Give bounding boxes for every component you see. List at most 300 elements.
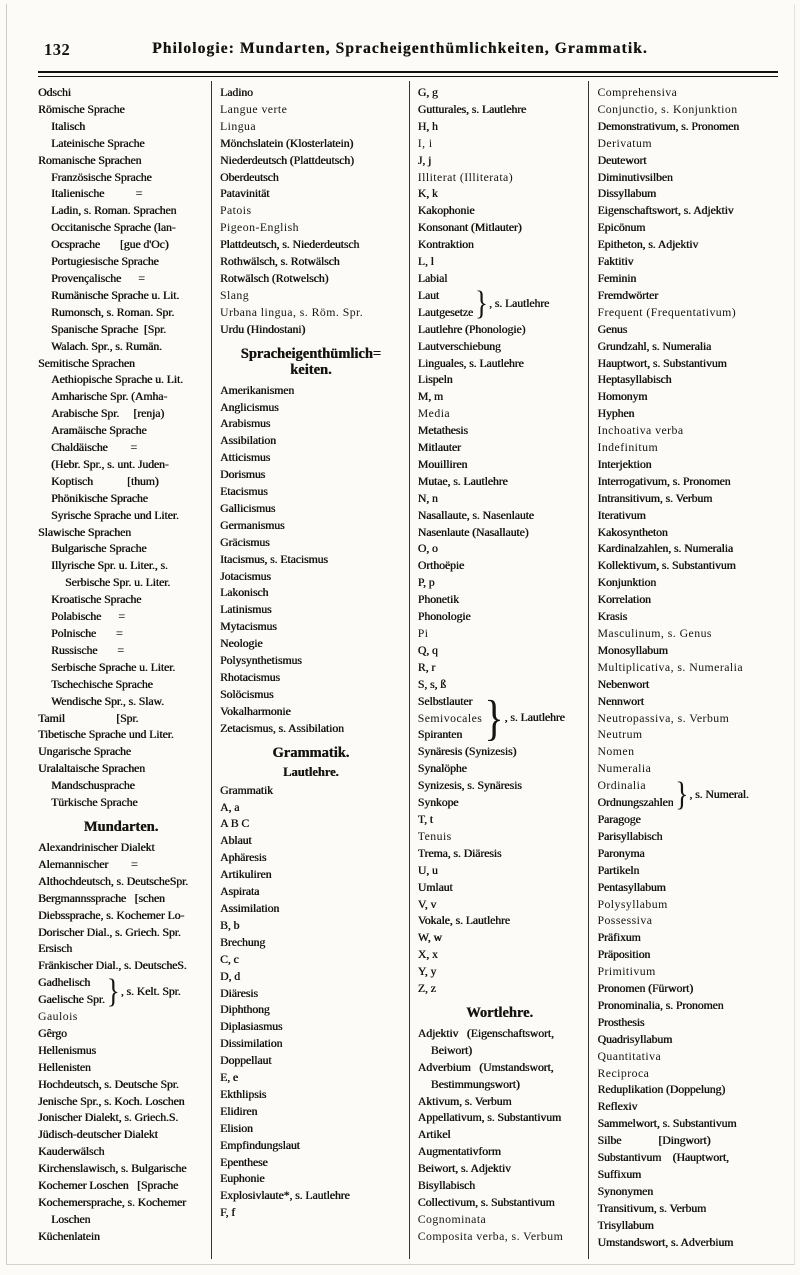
index-entry: Partikeln bbox=[597, 862, 640, 877]
index-entry: Amharische Spr. (Amha- bbox=[51, 389, 168, 404]
index-entry: Elidiren bbox=[219, 1103, 258, 1118]
index-entry: Aktivum, s. Verbum bbox=[417, 1093, 512, 1108]
index-entry: Dorischer Dial., s. Griech. Spr. bbox=[38, 924, 181, 939]
index-entry: Beiwort, s. Adjektiv bbox=[417, 1161, 511, 1176]
index-entry: Mytacismus bbox=[219, 619, 277, 634]
index-entry: Kirchenslawisch, s. Bulgarische bbox=[38, 1161, 187, 1176]
index-entry: Parisyllabisch bbox=[597, 828, 663, 843]
brace-icon: } bbox=[484, 689, 504, 747]
index-entry: Ladino bbox=[219, 85, 253, 99]
header-rule bbox=[38, 71, 778, 77]
index-entry: Synonymen bbox=[597, 1183, 653, 1198]
brace-group bbox=[597, 774, 779, 813]
index-entry: Pi bbox=[417, 626, 429, 640]
index-entry: Uralaltaische Sprachen bbox=[38, 761, 145, 776]
brace-entries bbox=[597, 777, 673, 811]
index-entry: Y, y bbox=[417, 964, 437, 979]
index-entry: Vokalharmonie bbox=[219, 703, 291, 718]
index-entry: Nasallaute, s. Nasenlaute bbox=[417, 507, 534, 522]
index-entry: D, d bbox=[219, 968, 240, 983]
index-entry: Diäresis bbox=[219, 985, 258, 1000]
index-entry: Lautlehre (Phonologie) bbox=[417, 321, 526, 336]
index-entry: Masculinum, s. Genus bbox=[597, 626, 712, 640]
index-entry: P, p bbox=[417, 575, 435, 590]
index-entry: Jüdisch-deutscher Dialekt bbox=[38, 1127, 158, 1142]
index-entry: Polabische = bbox=[51, 609, 125, 624]
index-entry: Interjektion bbox=[597, 456, 652, 471]
brace-entries bbox=[418, 693, 483, 744]
index-entry: Aphäresis bbox=[219, 850, 267, 865]
index-entry: Epicönum bbox=[597, 220, 646, 235]
index-entry: Explosivlaute*, s. Lautlehre bbox=[219, 1188, 350, 1203]
index-entry: Polysynthetismus bbox=[219, 653, 302, 668]
index-entry: Dissimilation bbox=[219, 1036, 283, 1051]
column-1 bbox=[30, 81, 212, 1259]
brace-icon: } bbox=[106, 971, 120, 1010]
index-entry: Konsonant (Mitlauter) bbox=[417, 220, 522, 235]
index-entry: Phonologie bbox=[417, 609, 471, 624]
index-entry: Iterativum bbox=[597, 507, 646, 522]
section-heading-line: keiten. bbox=[290, 361, 332, 378]
index-entry: Media bbox=[417, 406, 451, 421]
brace-group bbox=[38, 971, 208, 1010]
index-entry: Gräcismus bbox=[219, 534, 270, 549]
index-entry: Ordinalia bbox=[597, 778, 647, 793]
index-entry: Spanische Sprache [Spr. bbox=[51, 321, 166, 336]
index-entry: Fremdwörter bbox=[597, 287, 658, 302]
index-entry: Lateinische Sprache bbox=[51, 135, 145, 150]
index-entry: Frequent (Frequentativum) bbox=[597, 304, 737, 319]
index-entry: Serbische Sprache u. Liter. bbox=[51, 659, 176, 674]
index-entry: Alexandrinischer Dialekt bbox=[38, 839, 155, 854]
index-entry: Heptasyllabisch bbox=[597, 372, 672, 387]
index-entry: Pentasyllabum bbox=[597, 879, 666, 894]
index-entry: L, l bbox=[417, 254, 434, 269]
index-entry: Interrogativum, s. Pronomen bbox=[597, 473, 731, 488]
index-entry: Tenuis bbox=[417, 828, 452, 843]
index-entry: Intransitivum, s. Verbum bbox=[597, 490, 713, 505]
index-entry: Russische = bbox=[51, 642, 124, 657]
index-entry: Deutewort bbox=[597, 152, 647, 167]
index-entry: Präposition bbox=[597, 947, 651, 962]
index-entry: Homonym bbox=[597, 389, 648, 404]
index-entry: Grundzahl, s. Numeralia bbox=[597, 338, 712, 353]
index-entry: U, u bbox=[417, 862, 438, 877]
index-entry: Slang bbox=[219, 287, 250, 302]
index-entry: Numeralia bbox=[597, 761, 652, 776]
index-entry: Chaldäische = bbox=[51, 440, 137, 455]
section-heading-line: Wortlehre. bbox=[466, 1004, 534, 1021]
index-entry: Kardinalzahlen, s. Numeralia bbox=[597, 541, 733, 556]
index-entry: Adverbium (Umstandswort, bbox=[417, 1059, 554, 1074]
index-entry: Urbana lingua, s. Röm. Spr. bbox=[219, 304, 364, 319]
index-entry: Etacismus bbox=[219, 484, 268, 499]
index-entry: Kochemer Loschen [Sprache bbox=[38, 1178, 179, 1193]
index-entry: G, g bbox=[417, 85, 438, 99]
index-entry: Römische Sprache bbox=[38, 101, 125, 116]
index-entry: Trisyllabum bbox=[597, 1217, 654, 1232]
brace-see-reference: , s. Kelt. Spr. bbox=[120, 983, 181, 998]
index-entry: Koptisch [thum) bbox=[51, 473, 159, 488]
index-entry: Nasenlaute (Nasallaute) bbox=[417, 524, 529, 539]
index-entry: Syrische Sprache und Liter. bbox=[51, 507, 179, 522]
index-entry: Reduplikation (Doppelung) bbox=[597, 1082, 726, 1097]
index-entry: Diminutivsilben bbox=[597, 169, 673, 184]
index-entry: Gallicismus bbox=[219, 500, 276, 515]
section-heading bbox=[220, 765, 402, 779]
index-entry: Illyrische Spr. u. Liter., s. bbox=[51, 558, 168, 573]
index-entry: Euphonie bbox=[219, 1171, 265, 1186]
index-entry: Türkische Sprache bbox=[51, 795, 138, 810]
brace-see-reference: , s. Lautlehre bbox=[504, 710, 565, 725]
index-entry: Diphthong bbox=[219, 1002, 270, 1017]
index-entry: Bergmannssprache [schen bbox=[38, 890, 165, 905]
index-entry: Assibilation bbox=[219, 433, 276, 448]
index-entry: Prosthesis bbox=[597, 1014, 645, 1029]
index-entry: Korrelation bbox=[597, 592, 651, 607]
index-entry: S, s, ß bbox=[417, 676, 446, 691]
index-entry: R, r bbox=[417, 659, 436, 674]
index-entry: Tibetische Sprache und Liter. bbox=[38, 727, 174, 742]
brace-icon: } bbox=[675, 774, 689, 813]
index-entry: Bestimmungswort) bbox=[430, 1076, 520, 1091]
index-entry: Mitlauter bbox=[417, 440, 461, 455]
index-entry: Synizesis, s. Synäresis bbox=[417, 778, 522, 793]
index-entry: Ordnungszahlen bbox=[597, 795, 674, 810]
index-entry: F, f bbox=[219, 1205, 236, 1220]
index-entry: Substantivum (Hauptwort, bbox=[597, 1150, 729, 1165]
brace-entries bbox=[38, 974, 105, 1008]
index-entry: V, v bbox=[417, 896, 437, 911]
index-entry: Linguales, s. Lautlehre bbox=[417, 355, 524, 370]
index-entry: Odschi bbox=[38, 85, 71, 99]
index-entry: Paragoge bbox=[597, 811, 641, 826]
index-entry: Synalöphe bbox=[417, 761, 467, 776]
index-entry: Fränkischer Dial., s. DeutscheS. bbox=[38, 958, 187, 973]
index-entry: Polysyllabum bbox=[597, 896, 668, 911]
section-heading-line: Lautlehre. bbox=[283, 764, 339, 779]
index-entry: Konjunktion bbox=[597, 575, 656, 590]
index-entry: Mönchslatein (Klosterlatein) bbox=[219, 135, 354, 150]
index-entry: Selbstlauter bbox=[417, 693, 473, 708]
index-entry: Diplasiasmus bbox=[219, 1019, 283, 1034]
index-entry: Primitivum bbox=[597, 964, 656, 979]
index-entry: Ablaut bbox=[219, 833, 252, 848]
index-entry: Zetacismus, s. Assibilation bbox=[219, 720, 344, 735]
index-entry: Nennwort bbox=[597, 693, 644, 708]
index-entry: Arabismus bbox=[219, 416, 271, 431]
index-entry: Rotwälsch (Rotwelsch) bbox=[219, 270, 329, 285]
index-entry: Comprehensiva bbox=[597, 85, 678, 99]
section-heading-line: Grammatik. bbox=[272, 744, 350, 761]
index-entry: W, w bbox=[417, 930, 442, 945]
brace-group bbox=[417, 284, 586, 322]
index-entry: Empfindungslaut bbox=[219, 1137, 300, 1152]
index-entry: Adjektiv (Eigenschaftswort, bbox=[417, 1025, 554, 1040]
index-entry: Gaulois bbox=[38, 1009, 78, 1024]
index-entry: Rhotacismus bbox=[219, 670, 280, 684]
index-entry: Reflexiv bbox=[597, 1099, 638, 1114]
index-columns bbox=[30, 81, 782, 1259]
index-entry: Grammatik bbox=[219, 782, 273, 797]
index-entry: Z, z bbox=[417, 981, 436, 996]
index-entry: Itacismus, s. Etacismus bbox=[219, 551, 328, 566]
index-entry: Jotacismus bbox=[219, 568, 271, 583]
index-entry: Artikuliren bbox=[219, 867, 272, 882]
index-entry: N, n bbox=[417, 490, 438, 505]
index-entry: Kollektivum, s. Substantivum bbox=[597, 558, 736, 573]
index-entry: Oberdeutsch bbox=[219, 169, 279, 184]
index-entry: Plattdeutsch, s. Niederdeutsch bbox=[219, 237, 360, 252]
index-entry: Occitanische Sprache (lan- bbox=[51, 220, 176, 235]
index-entry: Lautgesetze bbox=[417, 304, 473, 319]
index-entry: C, c bbox=[219, 951, 239, 966]
index-entry: Latinismus bbox=[219, 602, 272, 617]
index-entry: Neologie bbox=[219, 636, 263, 651]
index-entry: Paronyma bbox=[597, 845, 645, 860]
index-entry: Hyphen bbox=[597, 406, 635, 421]
index-entry: Assimilation bbox=[219, 900, 280, 915]
column-4 bbox=[589, 81, 782, 1259]
index-entry: Rumänische Sprache u. Lit. bbox=[51, 287, 180, 302]
section-heading bbox=[220, 346, 402, 378]
index-entry: Gutturales, s. Lautlehre bbox=[417, 101, 527, 116]
page-number: 132 bbox=[44, 40, 71, 59]
index-entry: Hochdeutsch, s. Deutsche Spr. bbox=[38, 1076, 179, 1091]
index-entry: Inchoativa verba bbox=[597, 423, 684, 438]
column-3 bbox=[410, 81, 590, 1259]
index-entry: Faktitiv bbox=[597, 254, 634, 269]
index-entry: E, e bbox=[219, 1070, 238, 1085]
section-heading-line: Spracheigenthümlich= bbox=[240, 345, 382, 362]
index-entry: J, j bbox=[417, 152, 432, 167]
index-entry: Tschechische Sprache bbox=[51, 676, 153, 691]
index-entry: Doppellaut bbox=[219, 1053, 272, 1068]
index-entry: Romanische Sprachen bbox=[38, 152, 142, 167]
index-entry: Phönikische Sprache bbox=[51, 490, 148, 505]
index-entry: Kakosyntheton bbox=[597, 524, 668, 539]
index-entry: Sammelwort, s. Substantivum bbox=[597, 1116, 737, 1131]
index-entry: Pronomen (Fürwort) bbox=[597, 981, 693, 996]
index-entry: Jonischer Dialekt, s. Griech.S. bbox=[38, 1110, 179, 1125]
index-entry: Gaelische Spr. bbox=[38, 992, 105, 1007]
index-entry: Solöcismus bbox=[219, 686, 274, 701]
index-entry: Semitische Sprachen bbox=[38, 355, 135, 370]
index-entry: Aramäische Sprache bbox=[51, 423, 147, 438]
index-entry: Metathesis bbox=[417, 423, 468, 438]
index-entry: Urdu (Hindostani) bbox=[219, 321, 306, 336]
index-entry: Suffixum bbox=[597, 1167, 642, 1181]
index-entry: Ocsprache [gue d'Oc) bbox=[51, 237, 169, 252]
index-entry: Feminin bbox=[597, 270, 637, 285]
index-entry: Italienische = bbox=[51, 186, 143, 201]
index-entry: Lispeln bbox=[417, 372, 453, 387]
index-entry: Bulgarische Sprache bbox=[51, 541, 147, 556]
index-entry: Spiranten bbox=[417, 727, 463, 742]
index-entry: Mutae, s. Lautlehre bbox=[417, 473, 508, 488]
section-heading bbox=[418, 1005, 582, 1021]
index-entry: Demonstrativum, s. Pronomen bbox=[597, 118, 739, 133]
index-entry: Orthoëpie bbox=[417, 558, 465, 573]
index-entry: Synäresis (Synizesis) bbox=[417, 744, 517, 759]
index-entry: B, b bbox=[219, 917, 240, 932]
brace-group bbox=[417, 689, 586, 747]
index-entry: Italisch bbox=[51, 118, 85, 133]
index-entry: Laut bbox=[417, 287, 439, 302]
index-entry: Französische Sprache bbox=[51, 169, 152, 184]
index-entry: Ungarische Sprache bbox=[38, 744, 131, 759]
index-entry: Pigeon-English bbox=[219, 220, 300, 235]
index-entry: Krasis bbox=[597, 609, 627, 624]
index-entry: Artikel bbox=[417, 1127, 451, 1142]
index-entry: Tamil [Spr. bbox=[38, 710, 139, 725]
index-entry: Provençalische = bbox=[51, 270, 145, 285]
index-entry: Neutrum bbox=[597, 727, 643, 742]
index-entry: Monosyllabum bbox=[597, 642, 668, 657]
index-entry: Beiwort) bbox=[430, 1042, 472, 1057]
index-entry: Gadhelisch bbox=[38, 975, 91, 990]
index-entry: Kroatische Sprache bbox=[51, 592, 142, 607]
index-entry: Neutropassiva, s. Verbum bbox=[597, 710, 730, 725]
index-entry: Silbe [Dingwort) bbox=[597, 1133, 711, 1148]
index-entry: Reciproca bbox=[597, 1065, 650, 1080]
index-entry: Ekthlipsis bbox=[219, 1086, 267, 1101]
index-entry: Quadrisyllabum bbox=[597, 1031, 673, 1046]
index-entry: Genus bbox=[597, 321, 628, 336]
index-entry: X, x bbox=[417, 947, 438, 962]
index-entry: Epenthese bbox=[219, 1154, 268, 1169]
brace-see-reference: , s. Lautlehre bbox=[488, 296, 550, 311]
index-entry: Indefinitum bbox=[597, 440, 659, 455]
index-entry: H, h bbox=[417, 118, 438, 133]
section-heading-line: Mundarten. bbox=[83, 818, 159, 835]
brace-icon: } bbox=[474, 284, 488, 322]
index-entry: Gêrgo bbox=[38, 1025, 67, 1040]
index-entry: O, o bbox=[417, 541, 438, 556]
index-entry: T, t bbox=[417, 811, 433, 826]
index-entry: Aethiopische Sprache u. Lit. bbox=[51, 372, 183, 387]
index-entry: Kontraktion bbox=[417, 237, 474, 252]
index-entry: Quantitativa bbox=[597, 1048, 662, 1063]
index-entry: Germanismus bbox=[219, 517, 285, 532]
index-entry: Diebssprache, s. Kochemer Lo- bbox=[38, 907, 185, 922]
index-entry: Wendische Spr., s. Slaw. bbox=[51, 693, 164, 708]
index-entry: Derivatum bbox=[597, 135, 652, 150]
section-heading bbox=[38, 819, 204, 835]
index-entry: Lakonisch bbox=[219, 585, 269, 600]
index-entry: K, k bbox=[417, 186, 438, 201]
index-entry: Conjunctio, s. Konjunktion bbox=[597, 101, 738, 116]
index-entry: Althochdeutsch, s. DeutscheSpr. bbox=[38, 873, 188, 888]
index-entry: (Hebr. Spr., s. unt. Juden- bbox=[51, 456, 169, 471]
index-entry: Epitheton, s. Adjektiv bbox=[597, 237, 699, 252]
index-entry: Lautverschiebung bbox=[417, 338, 501, 353]
brace-see-reference: , s. Numeral. bbox=[689, 786, 749, 801]
index-entry: Cognominata bbox=[417, 1211, 487, 1226]
index-entry: Labial bbox=[417, 270, 448, 285]
index-entry: Trema, s. Diäresis bbox=[417, 845, 502, 860]
index-entry: Jenische Spr., s. Koch. Loschen bbox=[38, 1093, 185, 1108]
index-entry: Ladin, s. Roman. Sprachen bbox=[51, 203, 177, 218]
index-entry: Polnische = bbox=[51, 626, 123, 640]
index-entry: Patois bbox=[219, 203, 252, 218]
index-entry: Transitivum, s. Verbum bbox=[597, 1200, 707, 1215]
index-entry: Amerikanismen bbox=[219, 382, 295, 397]
index-entry: M, m bbox=[417, 389, 443, 404]
index-entry: Illiterat (Illiterata) bbox=[417, 169, 514, 184]
index-entry: I, i bbox=[417, 135, 433, 150]
index-entry: Walach. Spr., s. Rumän. bbox=[51, 338, 162, 353]
index-entry: Kochemersprache, s. Kochemer bbox=[38, 1195, 186, 1209]
index-entry: Slawische Sprachen bbox=[38, 524, 131, 539]
index-entry: Kauderwälsch bbox=[38, 1144, 105, 1159]
index-entry: Dorismus bbox=[219, 467, 266, 482]
index-entry: Küchenlatein bbox=[38, 1228, 100, 1243]
index-entry: Synkope bbox=[417, 795, 459, 810]
index-entry: Vokale, s. Lautlehre bbox=[417, 913, 510, 928]
section-heading bbox=[220, 745, 402, 761]
index-entry: Augmentativform bbox=[417, 1144, 501, 1159]
index-entry: Nomen bbox=[597, 744, 635, 759]
index-entry: Loschen bbox=[51, 1211, 91, 1226]
index-entry: Portugiesische Sprache bbox=[51, 254, 159, 269]
index-entry: Appellativum, s. Substantivum bbox=[417, 1110, 561, 1125]
index-entry: Atticismus bbox=[219, 450, 271, 465]
index-entry: Umstandswort, s. Adverbium bbox=[597, 1234, 734, 1249]
index-entry: Kakophonie bbox=[417, 203, 475, 218]
index-entry: Pronominalia, s. Pronomen bbox=[597, 997, 724, 1012]
index-entry: Eigenschaftswort, s. Adjektiv bbox=[597, 203, 734, 218]
page-header bbox=[0, 38, 800, 66]
index-entry: Anglicismus bbox=[219, 399, 279, 414]
index-entry: Collectivum, s. Substantivum bbox=[417, 1195, 555, 1209]
index-entry: Hauptwort, s. Substantivum bbox=[597, 355, 727, 370]
index-entry: Q, q bbox=[417, 642, 438, 657]
index-entry: Hellenisten bbox=[38, 1059, 91, 1074]
index-entry: Rothwälsch, s. Rotwälsch bbox=[219, 254, 340, 269]
brace-entries bbox=[418, 287, 473, 321]
index-entry: Brechung bbox=[219, 934, 266, 949]
index-entry: Phonetik bbox=[417, 592, 459, 607]
index-entry: Serbische Spr. u. Liter. bbox=[65, 575, 171, 590]
index-entry: Alemannischer = bbox=[38, 856, 138, 871]
index-entry: Elision bbox=[219, 1120, 253, 1135]
index-entry: Niederdeutsch (Plattdeutsch) bbox=[219, 152, 354, 167]
index-entry: Patavinität bbox=[219, 186, 270, 201]
index-entry: Multiplicativa, s. Numeralia bbox=[597, 659, 744, 674]
index-entry: Aspirata bbox=[219, 884, 260, 899]
index-entry: Rumonsch, s. Roman. Spr. bbox=[51, 304, 175, 319]
index-entry: Ersisch bbox=[38, 941, 73, 956]
column-2 bbox=[212, 81, 410, 1259]
index-entry: A B C bbox=[219, 816, 249, 831]
index-entry: Possessiva bbox=[597, 913, 653, 928]
index-entry: Lingua bbox=[219, 118, 257, 133]
index-entry: Langue verte bbox=[219, 101, 288, 116]
index-entry: Semivocales bbox=[417, 710, 483, 725]
index-entry: Dissyllabum bbox=[597, 186, 656, 201]
index-entry: Mouilliren bbox=[417, 456, 468, 471]
index-entry: Präfixum bbox=[597, 930, 641, 945]
index-entry: Composita verba, s. Verbum bbox=[417, 1228, 564, 1243]
index-entry: A, a bbox=[219, 799, 240, 814]
index-entry: Arabische Spr. [renja) bbox=[51, 406, 165, 421]
index-entry: Umlaut bbox=[417, 879, 453, 894]
index-entry: Mandschusprache bbox=[51, 778, 135, 793]
index-entry: Bisyllabisch bbox=[417, 1178, 475, 1193]
index-entry: Nebenwort bbox=[597, 676, 649, 691]
index-entry: Hellenismus bbox=[38, 1042, 96, 1057]
